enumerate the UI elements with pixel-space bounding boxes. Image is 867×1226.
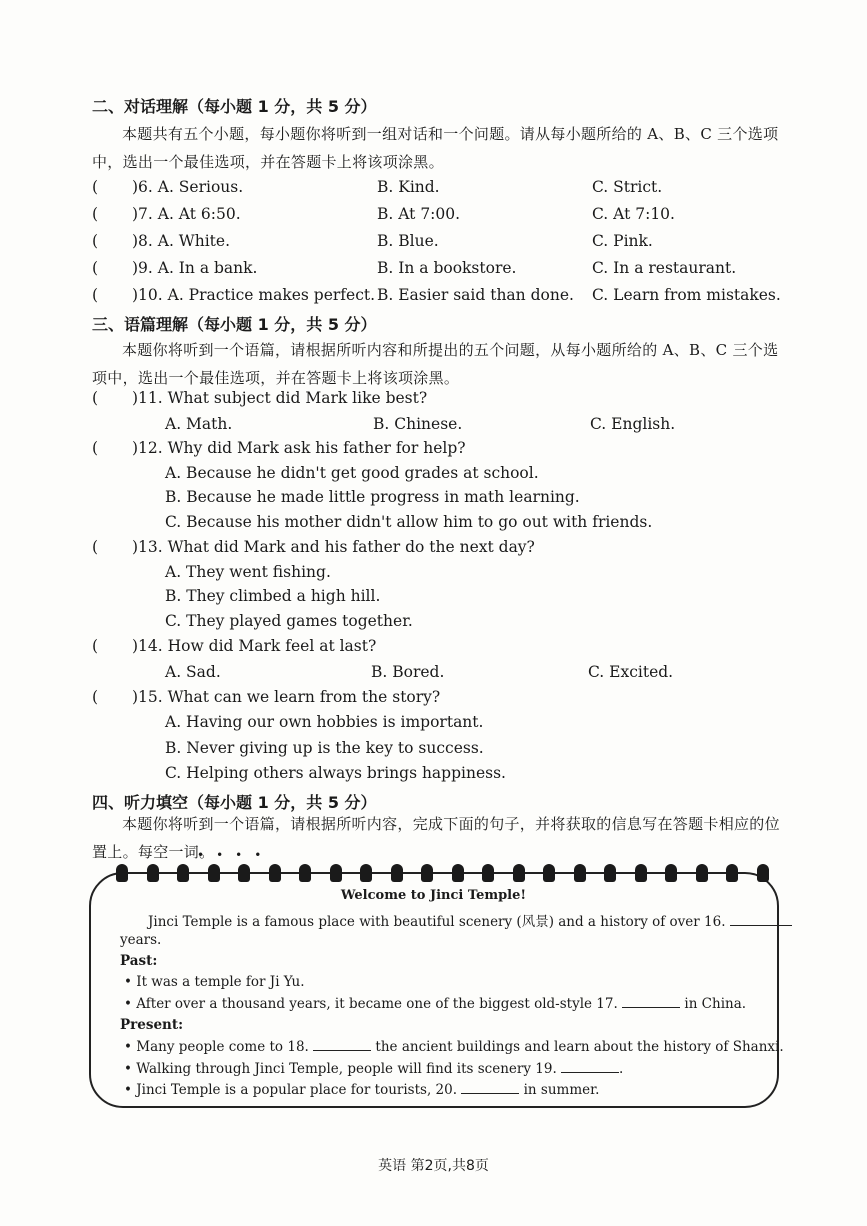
present-item-text-end: in summer. bbox=[523, 1082, 600, 1098]
question-stem: )6. A. Serious. bbox=[132, 178, 244, 196]
page-footer: 英语 第2页,共8页 bbox=[378, 1158, 489, 1174]
option-b: B. Kind. bbox=[377, 178, 440, 196]
binding-ring bbox=[208, 864, 220, 882]
question-stem: )9. A. In a bank. bbox=[132, 259, 258, 277]
option-c: C. Helping others always brings happiness. bbox=[165, 764, 506, 782]
present-item bbox=[124, 1081, 599, 1098]
binding-ring bbox=[726, 864, 738, 882]
binding-ring bbox=[452, 864, 464, 882]
question-stem: )7. A. At 6:50. bbox=[132, 205, 241, 223]
binding-ring bbox=[391, 864, 403, 882]
card-intro-cont: years. bbox=[120, 932, 162, 948]
answer-paren[interactable]: ( bbox=[92, 232, 99, 250]
present-item-text-end: the ancient buildings and learn about the history of Shanxi. bbox=[375, 1039, 784, 1055]
binding-ring bbox=[543, 864, 555, 882]
answer-paren[interactable]: ( bbox=[92, 389, 99, 407]
option-c: C. In a restaurant. bbox=[592, 259, 737, 277]
card-title: Welcome to Jinci Temple! bbox=[340, 888, 527, 903]
answer-paren[interactable]: ( bbox=[92, 439, 99, 457]
card-intro-text: Jinci Temple is a famous place with beautiful scenery (风景) and a history of over 16. bbox=[148, 914, 726, 930]
answer-paren[interactable]: ( bbox=[92, 259, 99, 277]
emphasis-dots: •••• bbox=[197, 848, 274, 862]
option-c: C. At 7:10. bbox=[592, 205, 675, 223]
present-item-text: • Jinci Temple is a popular place for tourists, 20. bbox=[124, 1082, 457, 1098]
option-c: C. Strict. bbox=[592, 178, 663, 196]
option-c: C. English. bbox=[590, 415, 676, 433]
option-b: B. Blue. bbox=[377, 232, 439, 250]
binding-ring bbox=[147, 864, 159, 882]
option-a: A. Math. bbox=[165, 415, 233, 433]
binding-ring bbox=[574, 864, 586, 882]
option-c: C. Learn from mistakes. bbox=[592, 286, 781, 304]
binding-ring bbox=[757, 864, 769, 882]
binding-ring bbox=[482, 864, 494, 882]
answer-blank-17[interactable] bbox=[622, 995, 680, 1008]
option-a: A. Having our own hobbies is important. bbox=[165, 713, 484, 731]
past-item bbox=[124, 995, 746, 1012]
binding-ring bbox=[360, 864, 372, 882]
question-stem: )10. A. Practice makes perfect. bbox=[132, 286, 376, 304]
section-3-title: 三、语篇理解（每小题 1 分，共 5 分） bbox=[92, 315, 377, 334]
option-b: B. They climbed a high hill. bbox=[165, 587, 381, 605]
option-c: C. Pink. bbox=[592, 232, 653, 250]
option-c: C. Excited. bbox=[588, 663, 674, 681]
option-b: B. Easier said than done. bbox=[377, 286, 574, 304]
answer-paren[interactable]: ( bbox=[92, 286, 99, 304]
option-b: B. At 7:00. bbox=[377, 205, 461, 223]
binding-ring bbox=[421, 864, 433, 882]
binding-ring bbox=[513, 864, 525, 882]
binding-ring bbox=[116, 864, 128, 882]
section-2-title: 二、对话理解（每小题 1 分，共 5 分） bbox=[92, 97, 377, 116]
option-b: B. Because he made little progress in math learning. bbox=[165, 488, 580, 506]
present-item-text-end: . bbox=[619, 1061, 624, 1077]
present-item-text: • Walking through Jinci Temple, people will find its scenery 19. bbox=[124, 1061, 557, 1077]
question-stem: )14. How did Mark feel at last? bbox=[132, 637, 377, 655]
option-c: C. Because his mother didn't allow him to go out with friends. bbox=[165, 513, 653, 531]
answer-blank-19[interactable] bbox=[561, 1060, 619, 1073]
present-item-text: • Many people come to 18. bbox=[124, 1039, 309, 1055]
binding-ring bbox=[269, 864, 281, 882]
binding-ring bbox=[330, 864, 342, 882]
section-4-title: 四、听力填空（每小题 1 分，共 5 分） bbox=[92, 793, 377, 812]
answer-paren[interactable]: ( bbox=[92, 538, 99, 556]
section-4-instruction: 本题你将听到一个语篇，请根据所听内容，完成下面的句子，并将获取的信息写在答题卡相应的位置上。每空一词。 bbox=[92, 815, 780, 861]
past-item: • It was a temple for Ji Yu. bbox=[124, 974, 305, 990]
card-intro bbox=[148, 910, 792, 930]
binding-ring bbox=[604, 864, 616, 882]
question-stem: )13. What did Mark and his father do the next day? bbox=[132, 538, 535, 556]
spiral-binding bbox=[116, 864, 766, 886]
option-a: A. Sad. bbox=[165, 663, 221, 681]
binding-ring bbox=[696, 864, 708, 882]
present-item bbox=[124, 1060, 623, 1077]
binding-ring bbox=[299, 864, 311, 882]
answer-blank-20[interactable] bbox=[461, 1081, 519, 1094]
past-label: Past: bbox=[120, 953, 158, 969]
option-b: B. In a bookstore. bbox=[377, 259, 517, 277]
answer-paren[interactable]: ( bbox=[92, 205, 99, 223]
option-c: C. They played games together. bbox=[165, 612, 413, 630]
binding-ring bbox=[177, 864, 189, 882]
option-b: B. Bored. bbox=[371, 663, 445, 681]
past-item-text: • After over a thousand years, it became one of the biggest old-style 17. bbox=[124, 996, 618, 1012]
option-b: B. Never giving up is the key to success. bbox=[165, 739, 484, 757]
binding-ring bbox=[635, 864, 647, 882]
present-item bbox=[124, 1038, 784, 1055]
option-a: A. Because he didn't get good grades at school. bbox=[165, 464, 539, 482]
answer-blank-18[interactable] bbox=[313, 1038, 371, 1051]
answer-paren[interactable]: ( bbox=[92, 637, 99, 655]
answer-paren[interactable]: ( bbox=[92, 178, 99, 196]
past-item-text-end: in China. bbox=[684, 996, 747, 1012]
answer-blank-16[interactable] bbox=[730, 913, 792, 926]
question-stem: )15. What can we learn from the story? bbox=[132, 688, 441, 706]
present-label: Present: bbox=[120, 1017, 184, 1033]
binding-ring bbox=[665, 864, 677, 882]
question-stem: )12. Why did Mark ask his father for help? bbox=[132, 439, 466, 457]
option-a: A. They went fishing. bbox=[165, 563, 331, 581]
answer-paren[interactable]: ( bbox=[92, 688, 99, 706]
binding-ring bbox=[238, 864, 250, 882]
section-3-instruction: 本题你将听到一个语篇，请根据所听内容和所提出的五个问题，从每小题所给的 A、B、C 三个选项中，选出一个最佳选项，并在答题卡上将该项涂黑。 bbox=[92, 341, 779, 387]
section-2-instruction: 本题共有五个小题，每小题你将听到一组对话和一个问题。请从每小题所给的 A、B、C 三个选项中，选出一个最佳选项，并在答题卡上将该项涂黑。 bbox=[92, 125, 779, 171]
question-stem: )8. A. White. bbox=[132, 232, 231, 250]
question-stem: )11. What subject did Mark like best? bbox=[132, 389, 428, 407]
option-b: B. Chinese. bbox=[373, 415, 463, 433]
